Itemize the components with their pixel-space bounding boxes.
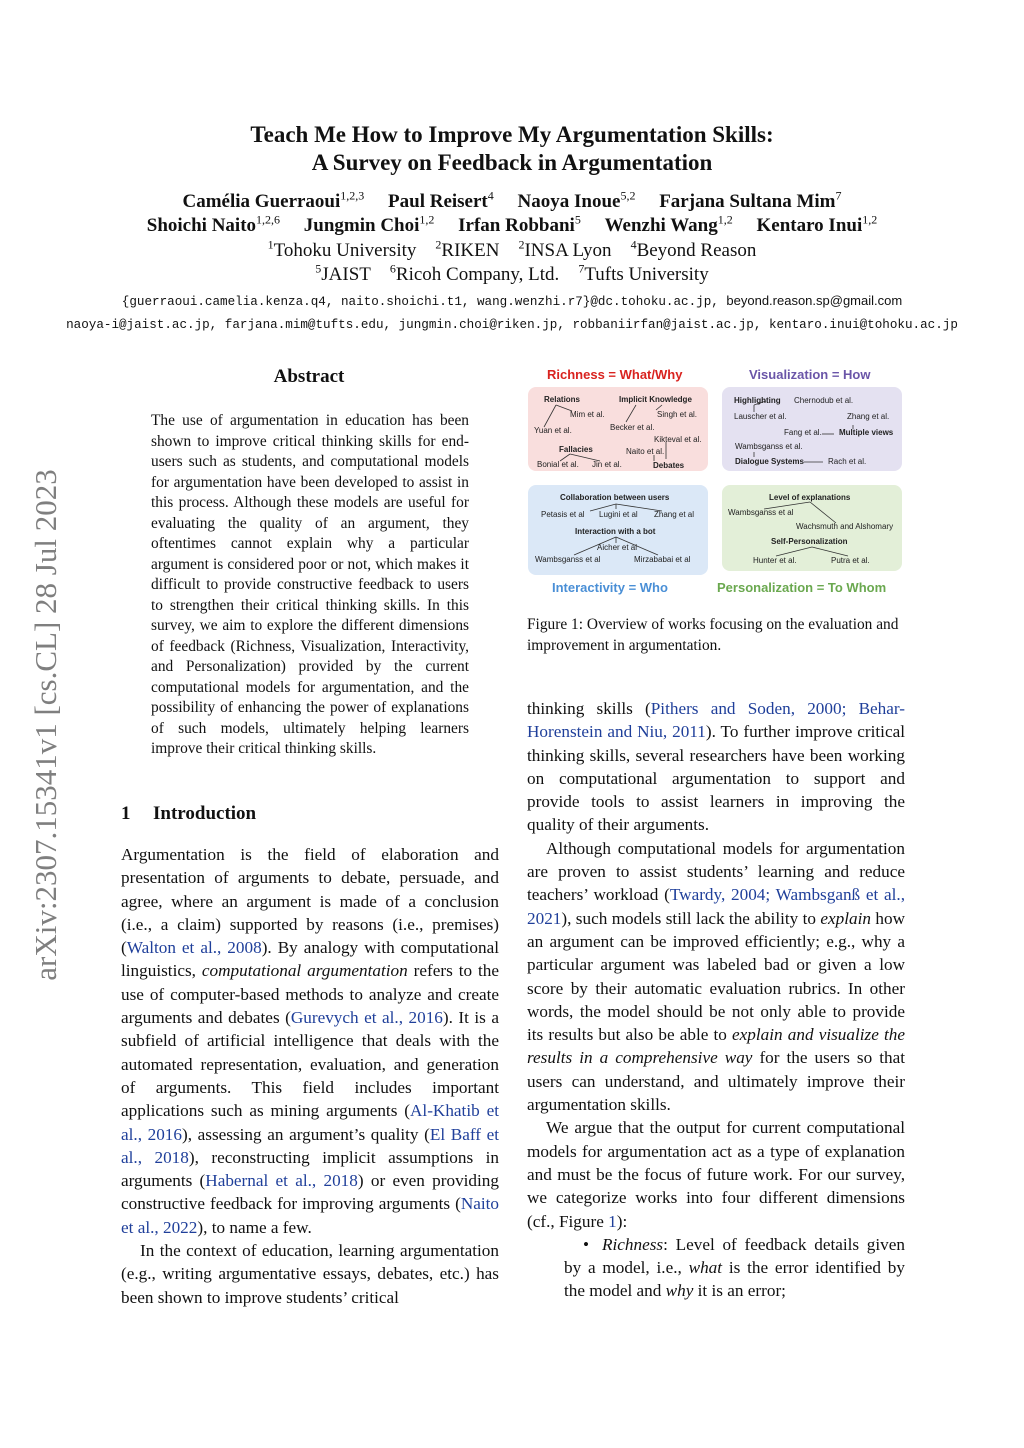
affiliation-name: Tohoku University — [273, 240, 417, 261]
text-run: is the error identified by the model and — [564, 1258, 905, 1301]
visualization-header: Visualization = How — [749, 367, 871, 382]
arxiv-stamp — [26, 300, 66, 1150]
citation-link[interactable]: Behar-Horenstein and Niu, 2011 — [527, 699, 906, 742]
citation-link[interactable]: Gurevych et al., 2016 — [290, 1008, 443, 1028]
text-run: ), to name a few. — [197, 1217, 312, 1237]
author-name: Shoichi Naito — [146, 215, 257, 236]
fig-label: Chernodub et al. — [794, 396, 854, 405]
author-affiliation: 1,2 — [419, 212, 435, 227]
citation-separator: ; — [765, 885, 776, 905]
email-line-1 — [0, 292, 1024, 311]
fig-label: Bonial et al. — [537, 460, 579, 469]
fig-label: Self-Personalization — [771, 537, 848, 546]
fig-label: Aicher et al — [597, 543, 638, 552]
fig-label: Zhang et al — [654, 510, 695, 519]
fig-label: Wambsganss et al — [535, 555, 601, 564]
affiliation-number: 2 — [435, 237, 442, 252]
affiliation-name: JAIST — [321, 264, 371, 285]
right-paragraph-1 — [527, 697, 905, 837]
citation-link[interactable]: Al-Khatib et al., 2016 — [121, 1101, 499, 1144]
affiliation-name: RIKEN — [441, 240, 500, 261]
fig-label: Rach et al. — [828, 457, 867, 466]
text-run: ), such models still lack the ability to — [561, 908, 821, 928]
fig-label: Level of explanations — [769, 493, 851, 502]
emphasis-text: what — [688, 1258, 723, 1278]
email-list-sans: beyond.reason.sp@gmail.com — [726, 293, 903, 308]
interactivity-header: Interactivity = Who — [552, 580, 668, 595]
fig-label: Yuan et al. — [534, 426, 572, 435]
right-paragraph-2 — [527, 837, 905, 1117]
affiliation-number: 7 — [578, 261, 585, 276]
author-name: Jungmin Choi — [303, 215, 420, 236]
text-run: Argumentation is the field of elaboration and presentation of arguments to debate, persuade, and agree, where an argument is made of a conclusion (i.e., a claim) supported by reasons (i.e., premises) ( — [121, 845, 499, 958]
fig-label: Relations — [544, 395, 581, 404]
figure-1 — [526, 362, 906, 602]
personalization-header: Personalization = To Whom — [717, 580, 887, 595]
text-run: Although computational models for argumentation are proven to assist students’ learning and reduce teachers’ workload ( — [527, 838, 905, 905]
fig-label: Petasis et al — [541, 510, 585, 519]
citation-link[interactable]: Walton et al., 2008 — [126, 938, 262, 958]
text-run: We argue that the output for current computational models for argumentation act as a type of explanation and must be the focus of future work. For our survey, we categorize works into four different dimensions (cf., Figure — [527, 1118, 905, 1231]
bullet-icon: • — [583, 1234, 590, 1254]
fig-label: Naito et al. — [626, 447, 665, 456]
section-title: Introduction — [153, 803, 257, 824]
affiliation-row-2 — [0, 263, 1024, 287]
fig-label: Debates — [653, 461, 685, 470]
text-run: it is an error; — [693, 1281, 786, 1301]
fig-label: Lugini et al — [599, 510, 638, 519]
fig-label: Singh et al. — [657, 410, 698, 419]
author-affiliation: 1,2 — [862, 212, 878, 227]
fig-label: Wambsganss et al — [728, 508, 794, 517]
affiliation-number: 6 — [389, 261, 396, 276]
affiliation-row-1 — [0, 239, 1024, 263]
citation-link[interactable]: Pithers and Soden, 2000 — [650, 699, 842, 718]
author-name: Kentaro Inui — [756, 215, 863, 236]
fig-label: Highlighting — [734, 396, 781, 405]
affiliation-number: 1 — [267, 237, 274, 252]
fig-label: Zhang et al. — [847, 412, 890, 421]
affiliation-name: Tufts University — [584, 264, 709, 285]
richness-header: Richness = What/Why — [547, 367, 683, 382]
email-list-mono: {guerraoui.camelia.kenza.q4, naito.shoichi.t1, wang.wenzhi.r7}@dc.tohoku.ac.jp, — [121, 295, 719, 309]
text-run: ) or even providing constructive feedback for improving arguments ( — [121, 1171, 499, 1214]
paper-title-line2: A Survey on Feedback in Argumentation — [311, 150, 713, 175]
citation-link[interactable]: Naito et al., 2022 — [121, 1194, 499, 1237]
emphasis-text: Richness — [602, 1234, 664, 1254]
author-name: Camélia Guerraoui — [182, 191, 341, 212]
fig-label: Putra et al. — [831, 556, 870, 565]
affiliation-name: Ricoh Company, Ltd. — [395, 264, 560, 285]
author-name: Farjana Sultana Mim — [659, 191, 836, 212]
figure-reference-link[interactable]: 1 — [608, 1211, 617, 1231]
fig-label: Fang et al. — [784, 428, 822, 437]
text-run: ). To further improve critical thinking skills, several researchers have been working on computational argumentation to support and provide tools to assist learners in improving the quality of their arguments. — [527, 722, 905, 835]
text-run: ), assessing an argument’s quality ( — [182, 1124, 430, 1144]
author-affiliation: 4 — [487, 188, 494, 203]
text-run: ). By analogy with computational linguistics, — [121, 938, 499, 981]
citation-link[interactable]: Wambsganß et al., 2021 — [527, 885, 906, 928]
left-column — [121, 843, 499, 1309]
text-run: ): — [616, 1211, 628, 1231]
abstract-heading: Abstract — [273, 366, 345, 387]
fig-label: Interaction with a bot — [575, 527, 656, 536]
right-column — [527, 697, 905, 1303]
text-run: ), reconstructing implicit assumptions in arguments ( — [121, 1147, 499, 1191]
affiliation-name: Beyond Reason — [636, 240, 757, 261]
paper-title-line1: Teach Me How to Improve My Argumentation Skills: — [250, 122, 774, 147]
fig-label: Hunter et al. — [753, 556, 797, 565]
author-row-2 — [0, 214, 1024, 238]
section-number: 1 — [121, 803, 131, 824]
fig-label: Kikteval et al. — [654, 435, 702, 444]
author-affiliation: 5 — [574, 212, 581, 227]
fig-label: Fallacies — [559, 445, 593, 454]
figure-caption: Figure 1: Overview of works focusing on the evaluation and improvement in argumentation. — [527, 616, 899, 654]
citation-link[interactable]: Twardy, 2004 — [669, 885, 766, 905]
fig-label: Wambsganss et al. — [735, 442, 803, 451]
abstract-text: The use of argumentation in education has been shown to improve critical thinking skills for end-users such as students, and computational models for argumentation have been developed to assist in this process. Although these models are useful for evaluating the quality of an argument, they oftentimes cannot explain why a particular argument is considered poor or not, which makes it difficult to provide constructive feedback to users to strengthen their critical thinking skills. In this survey, we aim to explore the different dimensions of feedback (Richness, Visualization, Interactivity, and Personalization) provided by the current computational models for argumentation, and the possibility of enhancing the power of explanations of such models, ultimately helping learners improve their critical thinking skills. — [151, 412, 469, 757]
right-paragraph-3 — [527, 1116, 905, 1232]
author-name: Irfan Robbani — [458, 215, 575, 236]
text-run: how an argument can be improved efficiently; e.g., why a particular argument was labeled bad or given a low score by their automatic evaluation rubrics. In other words, the model should be not only able to provide its results but also be able to — [527, 908, 905, 1045]
citation-separator: ; — [841, 699, 859, 718]
emphasis-text: why — [665, 1281, 694, 1301]
text-run: refers to the use of computer-based methods to analyze and create arguments and debates ( — [121, 961, 500, 1028]
fig-label: Mirzababai et al — [634, 555, 691, 564]
intro-paragraph-1 — [121, 843, 499, 1239]
fig-label: Implicit Knowledge — [619, 395, 692, 404]
fig-label: Collaboration between users — [560, 493, 670, 502]
citation-link[interactable]: El Baff et al., 2018 — [121, 1124, 499, 1167]
bullet-richness — [527, 1233, 905, 1303]
text-run: for the users so that users can understand, and ultimately improve their argumentation skills. — [527, 1048, 905, 1115]
fig-label: Becker et al. — [610, 423, 655, 432]
fig-label: Multiple views — [839, 428, 894, 437]
fig-label: Wachsmuth and Alshomary — [796, 522, 894, 531]
citation-link[interactable]: Habernal et al., 2018 — [205, 1171, 358, 1191]
affiliation-number: 2 — [518, 237, 525, 252]
author-name: Wenzhi Wang — [604, 215, 718, 236]
fig-label: Mim et al. — [570, 410, 605, 419]
text-run: ). It is a subfield of artificial intelligence that deals with the automated representation, evaluation, and generation of arguments. This field includes important applications such as mining arguments ( — [121, 1008, 499, 1121]
affiliation-name: INSA Lyon — [524, 240, 612, 261]
affiliation-number: 5 — [315, 261, 322, 276]
emphasis-text: explain and visualize the results in a comprehensive way — [527, 1025, 905, 1068]
author-name: Naoya Inoue — [517, 191, 621, 212]
author-name: Paul Reisert — [388, 191, 488, 212]
fig-label: Lauscher et al. — [734, 412, 787, 421]
arxiv-id: arXiv:2307.15341v1 [cs.CL] 28 Jul 2023 — [28, 469, 63, 981]
intro-paragraph-2: In the context of education, learning argumentation (e.g., writing argumentative essays, debates, etc.) has been shown to improve students’ critical — [121, 1241, 499, 1307]
author-row-1 — [0, 190, 1024, 214]
section-heading — [121, 803, 256, 825]
author-affiliation: 5,2 — [620, 188, 636, 203]
text-run: : Level of feedback details given by a model, i.e., — [564, 1234, 905, 1278]
text-run: thinking skills ( — [527, 699, 651, 718]
email-line-2: naoya-i@jaist.ac.jp, farjana.mim@tufts.edu, jungmin.choi@riken.jp, robbaniirfan@jaist.ac.jp, kentaro.inui@tohoku.ac.jp — [66, 318, 958, 332]
author-affiliation: 1,2 — [717, 212, 733, 227]
author-affiliation: 1,2,6 — [256, 212, 281, 227]
fig-label: Dialogue Systems — [735, 457, 804, 466]
author-affiliation: 7 — [835, 188, 842, 203]
fig-label: Jin et al. — [592, 460, 622, 469]
emphasis-text: computational argumentation — [201, 961, 408, 981]
emphasis-text: explain — [820, 908, 871, 928]
author-affiliation: 1,2,3 — [340, 188, 365, 203]
affiliation-number: 4 — [630, 237, 637, 252]
